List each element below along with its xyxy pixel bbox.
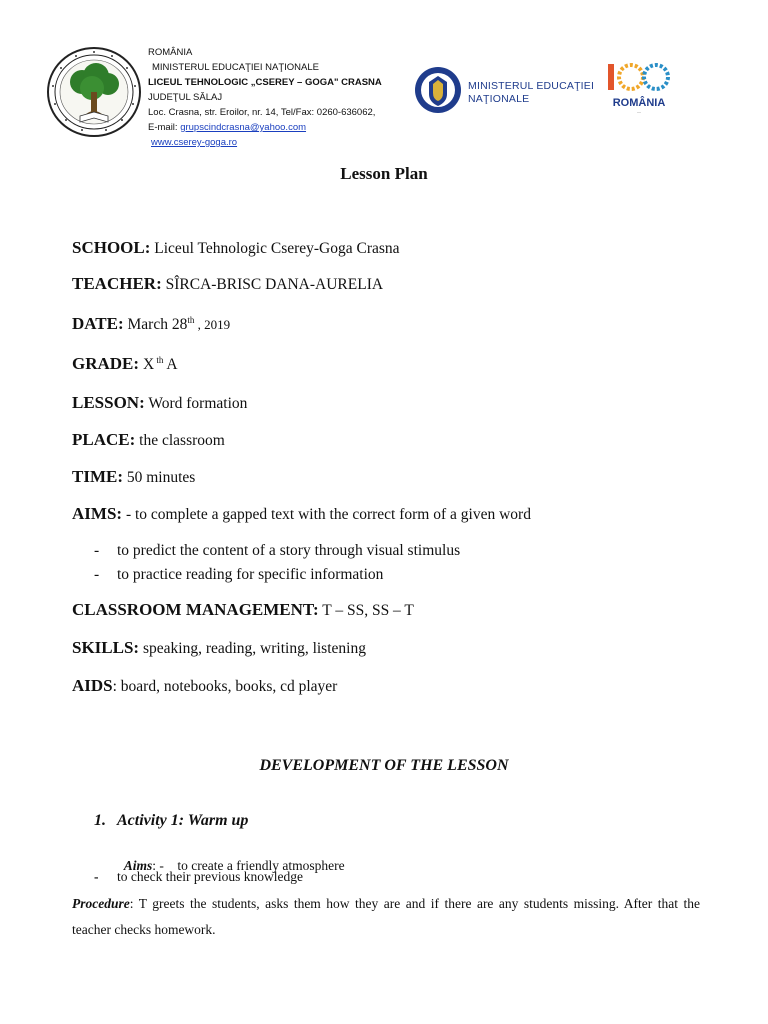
aims-bullet-text: to predict the content of a story through visual stimulus xyxy=(117,542,461,559)
bullet-dash: - xyxy=(94,566,100,583)
header-address: Loc. Crasna, str. Eroilor, nr. 14, Tel/Fax: 0260-636062, xyxy=(148,107,376,118)
procedure-text: : T greets the students, asks them how they are and if there are any students missing. After that the teacher checks homework. xyxy=(72,896,700,937)
place-value: the classroom xyxy=(135,432,225,449)
aims-bullet-item xyxy=(94,542,460,560)
date-label: DATE: xyxy=(72,314,124,333)
grade-value: X xyxy=(139,356,155,373)
header-county: JUDEŢUL SĂLAJ xyxy=(148,92,223,103)
date-year: , 2019 xyxy=(194,317,231,332)
skills-label: SKILLS: xyxy=(72,638,140,657)
lesson-label: LESSON: xyxy=(72,393,145,412)
aims-bullet-item xyxy=(94,566,383,584)
centenar-subtext: — xyxy=(637,109,641,114)
school-value: Liceul Tehnologic Cserey-Goga Crasna xyxy=(150,240,400,257)
bullet-dash: - xyxy=(94,542,100,559)
page-title: Lesson Plan xyxy=(340,164,428,183)
activity-1-aims-label: Aims xyxy=(123,858,153,873)
aims-value: - to complete a gapped text with the correct form of a given word xyxy=(122,506,531,523)
header-email-label: E-mail: xyxy=(148,122,181,133)
ministry-logo-line1: MINISTERUL EDUCAŢIEI xyxy=(468,80,595,92)
place-label: PLACE: xyxy=(72,430,136,449)
school-logo xyxy=(46,46,142,138)
website-link[interactable]: www.cserey-goga.ro xyxy=(151,137,238,148)
date-superscript: th xyxy=(187,314,195,325)
classroom-management-field xyxy=(72,600,414,620)
date-value: March 28 xyxy=(123,316,188,333)
header-country: ROMÂNIA xyxy=(148,47,193,58)
school-field xyxy=(72,238,400,258)
lesson-field xyxy=(72,393,247,413)
teacher-field xyxy=(72,274,383,294)
teacher-value: SÎRCA-BRISC DANA-AURELIA xyxy=(161,276,384,293)
aims-bullet-text: to practice reading for specific information xyxy=(117,566,384,583)
time-label: TIME: xyxy=(72,467,123,486)
grade-field xyxy=(72,354,178,374)
school-header-info xyxy=(148,45,408,150)
lesson-value: Word formation xyxy=(144,395,248,412)
date-field xyxy=(72,314,230,334)
grade-superscript: th xyxy=(154,354,164,365)
activity-1-procedure xyxy=(72,891,700,943)
header-school-name: LICEUL TEHNOLOGIC „CSEREY – GOGA" CRASNA xyxy=(148,77,382,88)
aims-field xyxy=(72,504,531,524)
aids-value: : board, notebooks, books, cd player xyxy=(112,678,338,695)
ministry-logo-text xyxy=(468,80,594,106)
header-email-line xyxy=(148,120,408,135)
aims-label: AIMS: xyxy=(72,504,123,523)
activity-1-number: 1. xyxy=(94,812,106,829)
classroom-management-label: CLASSROOM MANAGEMENT: xyxy=(72,600,319,619)
activity-1-aims-text: : - to create a friendly atmosphere xyxy=(152,858,345,873)
grade-label: GRADE: xyxy=(72,354,140,373)
time-value: 50 minutes xyxy=(123,469,196,486)
activity-1-aims-second-text: to check their previous knowledge xyxy=(117,869,303,884)
classroom-management-value: T – SS, SS – T xyxy=(318,602,414,619)
header-ministry: MINISTERUL EDUCAŢIEI NAŢIONALE xyxy=(152,62,319,73)
procedure-label: Procedure xyxy=(72,896,130,911)
school-label: SCHOOL: xyxy=(72,238,151,257)
centenar-label: ROMÂNIA xyxy=(612,97,666,109)
email-link[interactable]: grupscindcrasna@yahoo.com xyxy=(180,122,307,133)
skills-value: speaking, reading, writing, listening xyxy=(139,640,366,657)
place-field xyxy=(72,430,225,450)
header-website-line xyxy=(148,135,408,150)
aids-field xyxy=(72,676,337,696)
activity-1-aims-second xyxy=(94,869,303,885)
centenar-logo xyxy=(604,60,674,116)
development-heading: DEVELOPMENT OF THE LESSON xyxy=(259,757,509,774)
ministry-logo-line2: NAŢIONALE xyxy=(468,93,530,105)
activity-1-title: Activity 1: Warm up xyxy=(117,812,249,829)
aims-second-dash: - xyxy=(94,869,99,884)
government-crest-logo xyxy=(414,66,462,114)
skills-field xyxy=(72,638,366,658)
aids-label: AIDS xyxy=(72,676,113,695)
teacher-label: TEACHER: xyxy=(72,274,162,293)
activity-1-heading xyxy=(94,812,248,830)
grade-class: A xyxy=(163,356,178,373)
time-field xyxy=(72,467,195,487)
